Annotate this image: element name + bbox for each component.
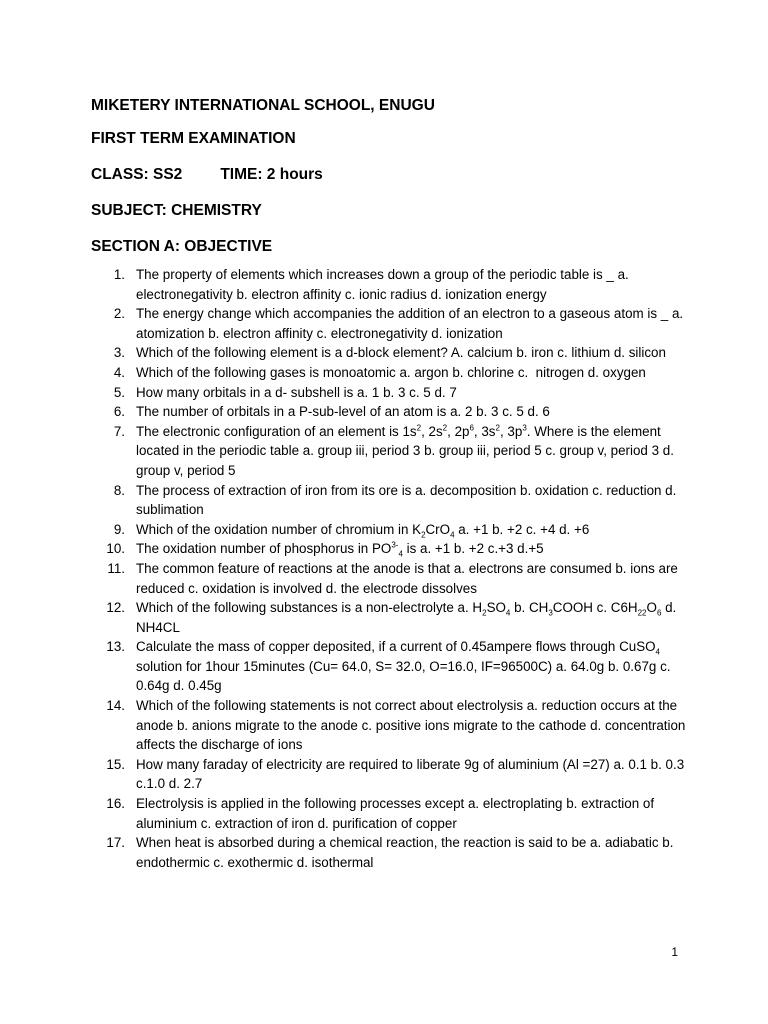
subject-label: SUBJECT: CHEMISTRY [91,202,262,219]
question-number: 17. [106,835,125,851]
question-number: 15. [106,756,125,772]
school-name: MIKETERY INTERNATIONAL SCHOOL, ENUGU [91,97,435,114]
question-text: Electrolysis is applied in the following processes except a. electroplating b. extraction of aluminium c. extraction of iron d. purification of copper [136,796,655,831]
question-number: 4. [113,364,125,380]
time-label: TIME: 2 hours [220,166,323,183]
question-item [91,833,691,872]
question-text: The property of elements which increases down a group of the periodic table is _ a. electronegativity b. electron affinity c. ionic radius d. ionization energy [136,267,629,302]
question-text: How many faraday of electricity are required to liberate 9g of aluminium (Al =27) a. 0.1 b. 0.3 c.1.0 d. 2.7 [136,756,685,792]
question-item [91,520,691,540]
question-number: 12. [106,600,125,616]
question-item [91,598,691,637]
question-text: The process of extraction of iron from its ore is a. decomposition b. oxidation c. reduction d. sublimation [136,482,677,518]
question-number: 13. [106,639,125,655]
question-number: 9. [113,521,125,537]
question-item [91,481,691,520]
question-item [91,343,691,363]
question-number: 8. [113,482,125,498]
question-item [91,755,691,794]
class-time-line [91,165,435,184]
question-number: 3. [113,345,125,361]
question-number: 5. [113,384,125,400]
question-item [91,265,691,304]
question-number: 1. [113,267,125,282]
question-text: Which of the following gases is monoatomic a. argon b. chlorine c. nitrogen d. oxygen [136,364,646,380]
question-number: 10. [106,541,125,557]
question-item [91,383,691,403]
question-number: 2. [113,306,125,322]
exam-header [91,96,435,272]
question-number: 7. [113,423,125,439]
question-text: The oxidation number of phosphorus in $PO^{3-}_4$ is a. +1 b. +2 c.+3 d.+5 [136,540,544,559]
question-text: Which of the oxidation number of chromium in $K_2CrO_4$ a. +1 b. +2 c. +4 d. +6 [136,521,590,540]
question-item [91,794,691,833]
question-item [91,637,691,696]
section-title: SECTION A: OBJECTIVE [91,238,273,255]
question-text: The number of orbitals in a P-sub-level of an atom is a. 2 b. 3 c. 5 d. 6 [136,404,550,420]
question-item [91,559,691,598]
question-item [91,304,691,343]
question-text: The electronic configuration of an element is $1s^2$, $2s^2$, $2p^6$, $3s^2$, $3p^3$. Where is the element located in the periodic table a. group iii, period 3 b. group iii, period 5 c. group v, period 3 d. group v, period 5 [136,423,674,478]
question-text: Which of the following element is a d-block element? A. calcium b. iron c. lithium d. silicon [136,345,666,361]
question-text: The common feature of reactions at the anode is that a. electrons are consumed b. ions are reduced c. oxidation is involved d. the electrode dissolves [136,560,678,596]
page-number: 1 [671,945,678,959]
question-text: Calculate the mass of copper deposited, if a current of 0.45ampere flows through CuSO$_4$ solution for 1hour 15minutes (Cu= 64.0, S= 32.0, O=16.0, IF=96500C) a. 64.0g b. 0.67g c. 0.64g d. 0.45g [136,639,671,694]
question-item [91,422,691,481]
question-text: Which of the following statements is not correct about electrolysis a. reduction occurs at the anode b. anions migrate to the anode c. positive ions migrate to the cathode d. concentration affects the discharge of ions [136,698,686,753]
question-list [91,265,691,872]
question-text: How many orbitals in a d- subshell is a. 1 b. 3 c. 5 d. 7 [136,384,457,400]
question-text: When heat is absorbed during a chemical reaction, the reaction is said to be a. adiabatic b. endothermic c. exothermic d. isothermal [136,835,674,870]
question-number: 6. [113,404,125,420]
question-number: 16. [106,796,125,812]
question-item [91,539,691,559]
exam-title: FIRST TERM EXAMINATION [91,130,296,147]
question-text: Which of the following substances is a non-electrolyte a. $H_2SO_4$ b. $CH_3COOH$ c. $C6H_{22}O_6$ d. NH4CL [136,600,677,635]
question-number: 11. [107,560,125,576]
question-item [91,363,691,383]
class-label: CLASS: SS2 [91,166,183,183]
question-item [91,402,691,422]
question-item [91,696,691,755]
question-text: The energy change which accompanies the addition of an electron to a gaseous atom is _ a. atomization b. electron affinity c. electronegativity d. ionization [136,306,684,341]
question-number: 14. [106,698,125,714]
